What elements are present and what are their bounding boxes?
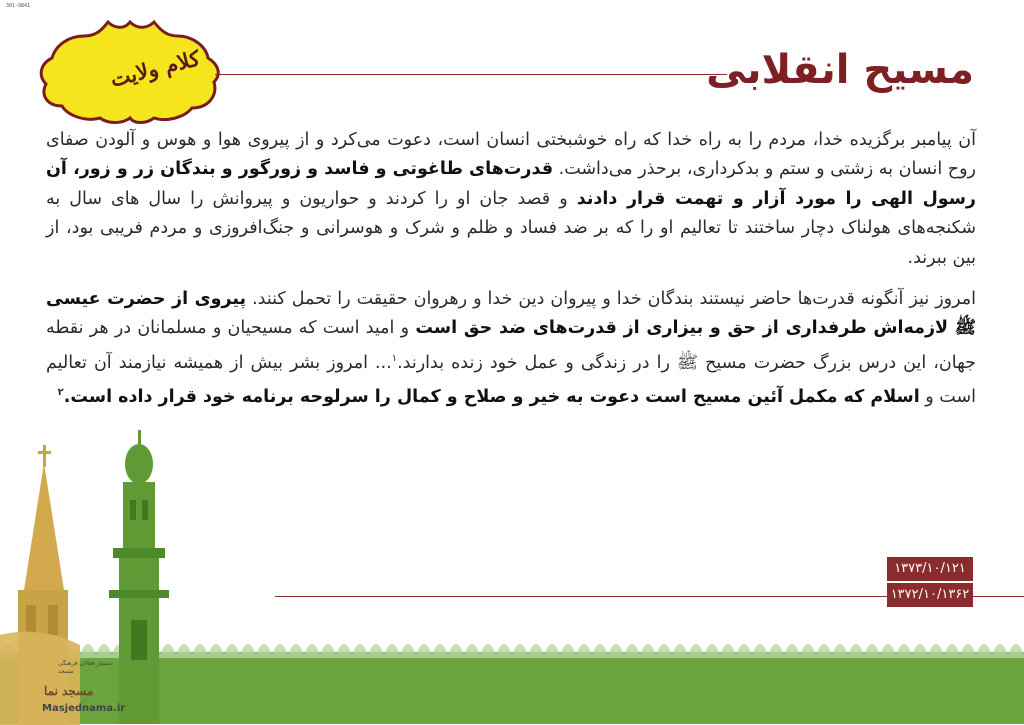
footnote-ref: ۲ [57, 387, 64, 399]
minaret-illustration [85, 430, 195, 724]
bold-text: اسلام که مکمل آئین مسیح است دعوت به خیر و صلاح و کمال را سرلوحه برنامه خود قرار داده است. [63, 386, 920, 407]
bold-text: قدرت‌های طاغوتی و فاسد و زورگور و بندگان زر و زور، آن رسول الهی را مورد آزار و تهمت قرار دادند [46, 159, 977, 209]
text-span: و قصد جان او را کردند و حواریون و پیروانش را سال های سال به شکنجه‌های هولناک دچار ساختند تا تعالیم او را که بر ضد فساد و ظلم و شرک و هوسرانی و جنگ‌افروزی و مردم فریبی بود، از بین ببرند. [46, 188, 976, 268]
church-tower-illustration [0, 445, 80, 725]
date-tag: ۱۳۷۳/۱۰/۱۲۱ [887, 557, 973, 581]
article-body [46, 126, 976, 412]
logo-url: Masjednama.ir [42, 703, 126, 714]
bold-text: پیروی از حضرت عیسی ﷺ لازمه‌اش طرفداری از حق و بیزاری از قدرت‌های ضد حق است [46, 289, 977, 339]
footnote-ref: ۱ [391, 352, 398, 364]
date-tag: ۱۳۷۲/۱۰/۱۳۶۲ [887, 583, 973, 607]
text-span: و امید است که مسیحیان و مسلمانان در هر نقطه جهان، این درس بزرگ حضرت مسیح ﷺ را در زندگی و عمل خود زنده بدارند. [46, 318, 976, 373]
paragraph [46, 285, 976, 412]
logo-subtitle: دستیار فعالان فرهنگی مسجد [58, 660, 113, 675]
text-span: ... امروز بشر بیش از همیشه نیازمند آن تعالیم است و [46, 352, 976, 407]
badge-label: کلام ولایت [107, 45, 203, 92]
paragraph [46, 126, 976, 273]
text-span: آن پیامبر برگزیده خدا، مردم را به راه خدا که راه خوشبختی انسان است، دعوت می‌کرد و از پیروی هوا و هوس و آلودن صفای روح انسان به زشتی و ستم و بدکرداری، برحذر می‌داشت. [46, 130, 976, 180]
page-title: مسیح انقلابی [706, 47, 974, 93]
image-id: 301-9841 [6, 3, 31, 9]
badge [38, 18, 222, 124]
title-divider [215, 74, 727, 75]
logo-name: مسجد نما [44, 684, 94, 698]
text-span: امروز نیز آنگونه قدرت‌ها حاضر نیستند بندگان خدا و پیروان دین خدا و رهروان حقیقت را تحمل کنند. [246, 289, 977, 310]
